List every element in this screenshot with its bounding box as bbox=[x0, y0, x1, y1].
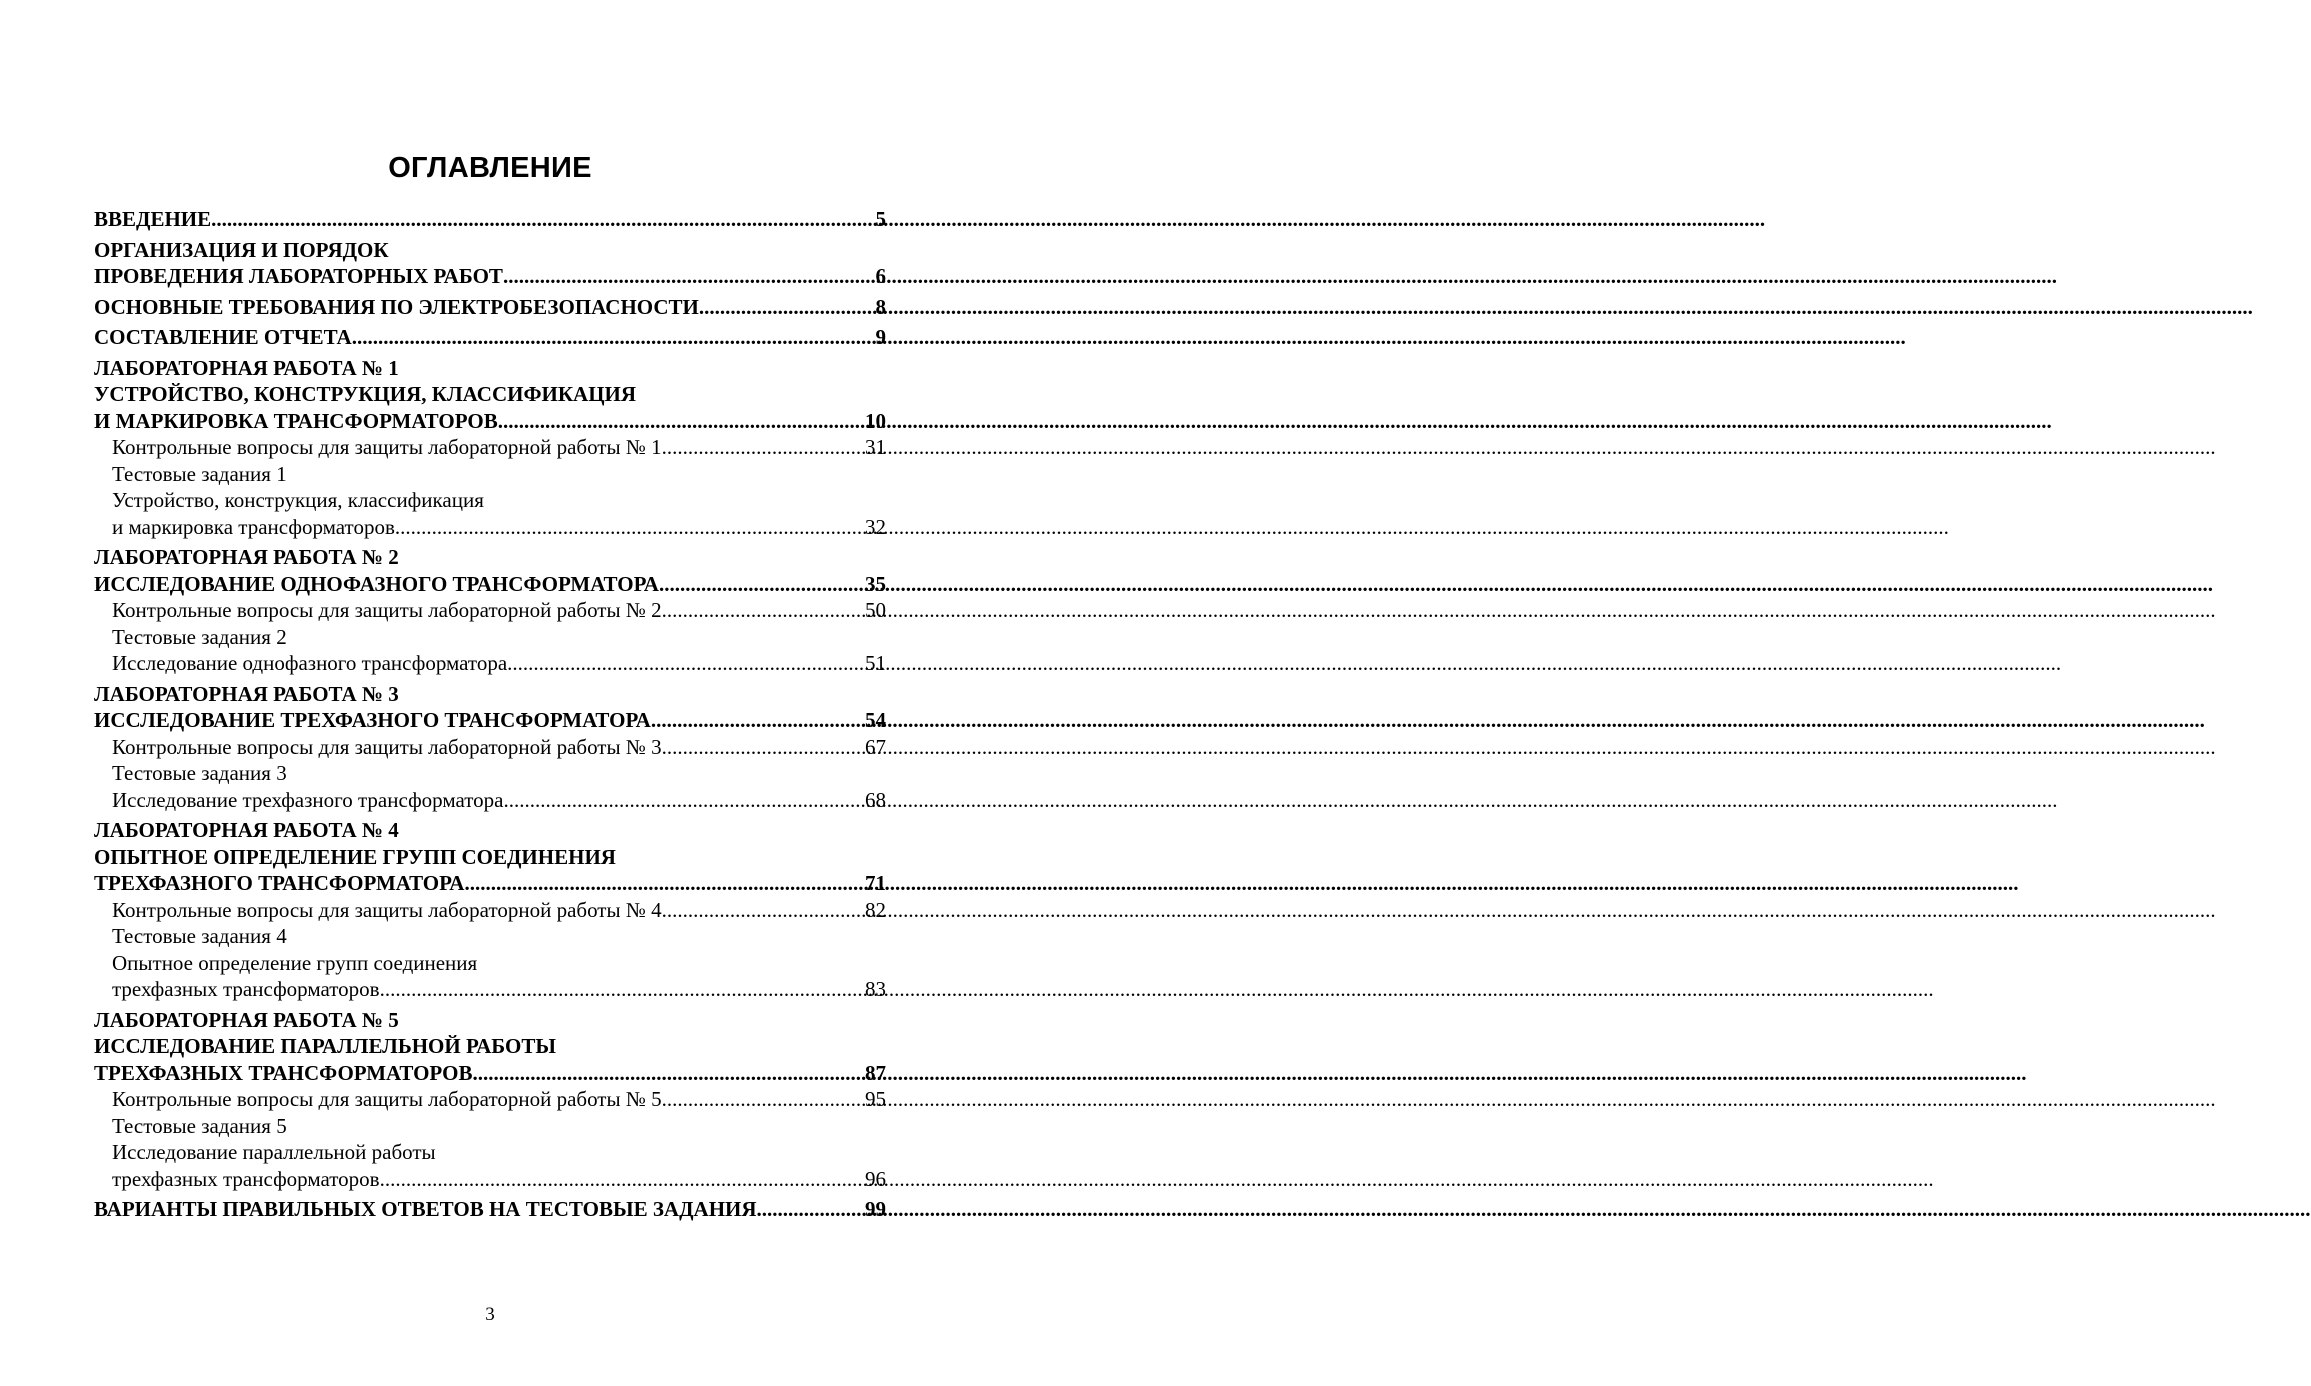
toc-entry-final-line bbox=[94, 1196, 886, 1223]
toc-entry-line: УСТРОЙСТВО, КОНСТРУКЦИЯ, КЛАССИФИКАЦИЯ bbox=[94, 382, 637, 406]
toc-page-number: 10 bbox=[865, 408, 886, 433]
toc-page-number: 96 bbox=[865, 1166, 886, 1191]
toc-entry-text: Исследование однофазного трансформатора bbox=[112, 651, 508, 675]
dot-leader bbox=[662, 897, 863, 924]
dot-leader bbox=[651, 707, 863, 734]
toc-subsection-entry[interactable] bbox=[112, 1086, 886, 1113]
toc-entry-final-line bbox=[112, 897, 886, 924]
toc-entry-line: ЛАБОРАТОРНАЯ РАБОТА № 1 bbox=[94, 355, 399, 380]
toc-entry-final-line bbox=[94, 707, 886, 734]
toc-entry-line: Тестовые задания 2 bbox=[112, 624, 287, 649]
toc-page-number: 5 bbox=[875, 207, 886, 231]
dot-leader bbox=[498, 408, 863, 435]
toc-entry-text: трехфазных трансформаторов bbox=[112, 1166, 380, 1191]
dot-leader bbox=[472, 1060, 863, 1087]
dot-leader bbox=[211, 206, 873, 233]
toc-entry-text: ВАРИАНТЫ ПРАВИЛЬНЫХ ОТВЕТОВ НА ТЕСТОВЫЕ ЗАДАНИЯ bbox=[94, 1197, 757, 1221]
toc-section-entry[interactable] bbox=[94, 1196, 886, 1223]
toc-page-number: 71 bbox=[865, 871, 886, 895]
toc-subsection-entry[interactable] bbox=[112, 760, 886, 813]
table-of-contents bbox=[94, 206, 886, 1223]
toc-page-number: 82 bbox=[865, 897, 886, 922]
toc-entry-text: Контрольные вопросы для защиты лабораторной работы № 4 bbox=[112, 897, 662, 922]
toc-entry-text: Контрольные вопросы для защиты лабораторной работы № 1 bbox=[112, 435, 662, 459]
toc-entry-final-line bbox=[112, 976, 886, 1003]
toc-entry-line: Устройство, конструкция, классификация bbox=[112, 488, 484, 512]
toc-entry-text: ТРЕХФАЗНОГО ТРАНСФОРМАТОРА bbox=[94, 871, 465, 895]
dot-leader bbox=[662, 434, 863, 461]
toc-entry-text: ПРОВЕДЕНИЯ ЛАБОРАТОРНЫХ РАБОТ bbox=[94, 264, 503, 288]
toc-entry-text: ТРЕХФАЗНЫХ ТРАНСФОРМАТОРОВ bbox=[94, 1060, 473, 1085]
toc-entry-text: ИССЛЕДОВАНИЕ ТРЕХФАЗНОГО ТРАНСФОРМАТОРА bbox=[94, 708, 651, 732]
dot-leader bbox=[464, 870, 863, 897]
toc-section-entry[interactable] bbox=[94, 544, 886, 597]
toc-section-entry[interactable] bbox=[94, 237, 886, 290]
toc-entry-line: ЛАБОРАТОРНАЯ РАБОТА № 5 bbox=[94, 1007, 399, 1032]
dot-leader bbox=[504, 787, 863, 814]
toc-entry-final-line bbox=[112, 434, 886, 461]
toc-page-number: 32 bbox=[865, 514, 886, 539]
toc-section-entry[interactable] bbox=[94, 294, 886, 321]
toc-entry-final-line bbox=[94, 408, 886, 435]
toc-page-number: 54 bbox=[865, 708, 886, 732]
toc-entry-final-line bbox=[112, 1166, 886, 1193]
toc-page-number: 6 bbox=[875, 264, 886, 288]
toc-section-entry[interactable] bbox=[94, 817, 886, 897]
toc-entry-line: Исследование параллельной работы bbox=[112, 1140, 436, 1164]
toc-entry-final-line bbox=[94, 324, 886, 351]
toc-entry-final-line bbox=[94, 263, 886, 290]
toc-entry-final-line bbox=[94, 1060, 886, 1087]
toc-entry-final-line bbox=[112, 787, 886, 814]
toc-entry-text: ВВЕДЕНИЕ bbox=[94, 207, 212, 231]
toc-entry-text: Исследование трехфазного трансформатора bbox=[112, 787, 504, 812]
toc-entry-final-line bbox=[112, 1086, 886, 1113]
toc-page-number: 87 bbox=[865, 1060, 886, 1085]
toc-subsection-entry[interactable] bbox=[112, 923, 886, 1003]
toc-entry-text: Контрольные вопросы для защиты лабораторной работы № 5 bbox=[112, 1087, 662, 1111]
dot-leader bbox=[699, 294, 874, 321]
toc-section-entry[interactable] bbox=[94, 1007, 886, 1087]
toc-entry-text: Контрольные вопросы для защиты лабораторной работы № 3 bbox=[112, 734, 662, 759]
toc-entry-line: ОРГАНИЗАЦИЯ И ПОРЯДОК bbox=[94, 237, 389, 262]
toc-page-number: 68 bbox=[865, 787, 886, 812]
toc-entry-final-line bbox=[112, 734, 886, 761]
toc-entry-line: ЛАБОРАТОРНАЯ РАБОТА № 2 bbox=[94, 545, 399, 569]
toc-entry-final-line bbox=[94, 206, 886, 233]
toc-subsection-entry[interactable] bbox=[112, 897, 886, 924]
dot-leader bbox=[380, 1166, 863, 1193]
toc-page-number: 35 bbox=[865, 571, 886, 596]
dot-leader bbox=[659, 571, 863, 598]
toc-entry-line: Тестовые задания 1 bbox=[112, 461, 287, 486]
toc-subsection-entry[interactable] bbox=[112, 461, 886, 541]
toc-entry-final-line bbox=[112, 597, 886, 624]
dot-leader bbox=[503, 263, 874, 290]
dot-leader bbox=[757, 1196, 863, 1223]
toc-entry-line: ОПЫТНОЕ ОПРЕДЕЛЕНИЕ ГРУПП СОЕДИНЕНИЯ bbox=[94, 844, 616, 869]
toc-entry-line: Тестовые задания 5 bbox=[112, 1113, 287, 1138]
toc-entry-text: ИССЛЕДОВАНИЕ ОДНОФАЗНОГО ТРАНСФОРМАТОРА bbox=[94, 571, 659, 596]
toc-entry-line: ИССЛЕДОВАНИЕ ПАРАЛЛЕЛЬНОЙ РАБОТЫ bbox=[94, 1034, 556, 1058]
toc-page-number: 99 bbox=[865, 1197, 886, 1221]
dot-leader bbox=[380, 976, 863, 1003]
toc-section-entry[interactable] bbox=[94, 681, 886, 734]
page-number: 3 bbox=[485, 1304, 495, 1325]
toc-page-number: 67 bbox=[865, 734, 886, 759]
toc-subsection-entry[interactable] bbox=[112, 734, 886, 761]
dot-leader bbox=[662, 734, 863, 761]
toc-entry-text: И МАРКИРОВКА ТРАНСФОРМАТОРОВ bbox=[94, 408, 498, 433]
toc-entry-final-line bbox=[112, 514, 886, 541]
toc-subsection-entry[interactable] bbox=[112, 597, 886, 624]
toc-page-number: 95 bbox=[865, 1087, 886, 1111]
toc-page-number: 51 bbox=[865, 651, 886, 675]
toc-page-number: 31 bbox=[865, 435, 886, 459]
toc-entry-text: ОСНОВНЫЕ ТРЕБОВАНИЯ ПО ЭЛЕКТРОБЕЗОПАСНОСТИ bbox=[94, 294, 699, 319]
toc-entry-text: Контрольные вопросы для защиты лабораторной работы № 2 bbox=[112, 598, 662, 622]
dot-leader bbox=[395, 514, 863, 541]
toc-subsection-entry[interactable] bbox=[112, 1113, 886, 1193]
dot-leader bbox=[352, 324, 874, 351]
page-title: ОГЛАВЛЕНИЕ bbox=[388, 152, 592, 184]
dot-leader bbox=[662, 597, 863, 624]
toc-entry-line: Тестовые задания 4 bbox=[112, 924, 287, 948]
toc-entry-line: Тестовые задания 3 bbox=[112, 761, 287, 785]
toc-entry-text: трехфазных трансформаторов bbox=[112, 977, 380, 1001]
dot-leader bbox=[507, 650, 863, 677]
toc-entry-line: ЛАБОРАТОРНАЯ РАБОТА № 3 bbox=[94, 681, 399, 706]
toc-page-number: 83 bbox=[865, 977, 886, 1001]
toc-entry-final-line bbox=[94, 870, 886, 897]
toc-subsection-entry[interactable] bbox=[112, 434, 886, 461]
toc-entry-text: СОСТАВЛЕНИЕ ОТЧЕТА bbox=[94, 325, 352, 349]
toc-entry-line: Опытное определение групп соединения bbox=[112, 950, 478, 975]
toc-page-number: 9 bbox=[875, 325, 886, 349]
toc-section-entry[interactable] bbox=[94, 206, 886, 233]
toc-section-entry[interactable] bbox=[94, 324, 886, 351]
toc-page-number: 8 bbox=[875, 294, 886, 319]
dot-leader bbox=[662, 1086, 863, 1113]
toc-entry-final-line bbox=[112, 650, 886, 677]
toc-section-entry[interactable] bbox=[94, 355, 886, 435]
toc-entry-text: и маркировка трансформаторов bbox=[112, 514, 395, 539]
toc-entry-final-line bbox=[94, 571, 886, 598]
toc-entry-final-line bbox=[94, 294, 886, 321]
toc-entry-line: ЛАБОРАТОРНАЯ РАБОТА № 4 bbox=[94, 818, 399, 842]
toc-page-number: 50 bbox=[865, 598, 886, 622]
toc-subsection-entry[interactable] bbox=[112, 624, 886, 677]
